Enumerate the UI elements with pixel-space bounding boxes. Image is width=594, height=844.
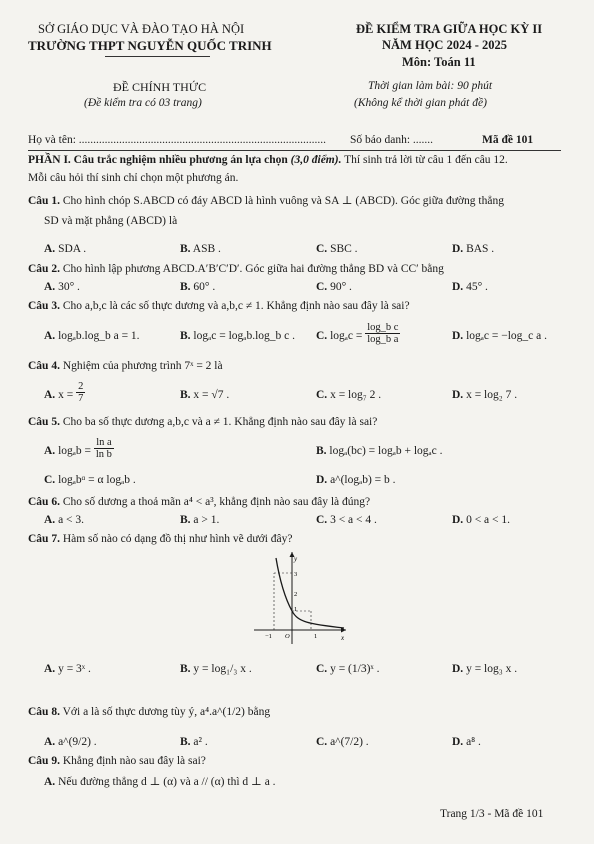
question-5: Câu 5. Cho ba số thực dương a,b,c và a ≠ 1. Khẳng định nào sau đây là sai? [28,416,378,428]
tick-label-3: 3 [294,571,298,578]
official-label: ĐỀ CHÍNH THỨC [113,80,207,94]
q5-option-c: C. logₐbᵅ = α logₐb . [44,474,136,486]
school-underline [105,56,210,57]
q4-option-a: A. x = $\frac{2}{7}$ [44,381,84,404]
school-year: NĂM HỌC 2024 - 2025 [382,38,507,52]
question-1-line2: SD và mặt phẳng (ABCD) là [44,215,178,227]
q7-option-d: D. y = log₃ x . [452,663,518,675]
q9-option-a: A. Nếu đường thẳng d ⊥ (α) và a // (α) thì d ⊥ a . [44,776,276,788]
q5-option-a: A. logₐb = $\frac{\text{ln a}}{\text{ln b}}$ [44,437,112,460]
q8-option-b: B. a² . [180,736,208,748]
q4-option-d: D. x = log₂ 7 . [452,389,518,401]
q3-option-b: B. logₐc = logₐb.log_b c . [180,330,295,342]
q2-option-c: C. 90° . [316,281,352,293]
x-axis-label: x [341,634,345,642]
question-4: Câu 4. Nghiệm của phương trình 7ˣ = 2 là [28,360,223,372]
exam-code: Mã đề 101 [482,134,534,146]
q5-option-d: D. a^(logₐb) = b . [316,474,396,486]
question-7: Câu 7. Hàm số nào có dạng đồ thị như hình vẽ dưới đây? [28,533,293,545]
question-1: Câu 1. Cho hình chóp S.ABCD có đáy ABCD là hình vuông và SA ⊥ (ABCD). Góc giữa đường thẳng [28,195,504,207]
origin-label: O [285,633,290,640]
q3-option-c: C. logₐc = $\frac{\text{log\_b c}}{\text{log\_b a}}$ [316,322,399,345]
function-curve [276,558,344,628]
pages-note: (Đề kiểm tra có 03 trang) [84,97,202,109]
student-id-field: Số báo danh: ....... [350,134,434,146]
q2-option-a: A. 30° . [44,281,80,293]
tick-label-minus1: −1 [265,633,272,640]
q1-option-b: B. ASB . [180,243,221,255]
q8-option-a: A. a^(9/2) . [44,736,97,748]
tick-label-x1: 1 [314,633,318,640]
tick-label-2: 2 [294,591,298,598]
q2-option-d: D. 45° . [452,281,488,293]
department-name: SỞ GIÁO DỤC VÀ ĐÀO TẠO HÀ NỘI [38,22,245,36]
q1-option-c: C. SBC . [316,243,358,255]
q7-option-b: B. y = log₁/₃ x . [180,663,252,675]
part1-heading: PHẦN I. Câu trắc nghiệm nhiều phương án lựa chọn (3,0 điểm). Thí sinh trả lời từ câu 1 đến câu 12. [28,154,508,166]
question-9: Câu 9. Khẳng định nào sau đây là sai? [28,755,206,767]
q5-option-b: B. logₐ(bc) = logₐb + logₐc . [316,445,443,457]
q1-option-d: D. BAS . [452,243,495,255]
question-3: Câu 3. Cho a,b,c là các số thực dương và a,b,c ≠ 1. Khẳng định nào sau đây là sai? [28,300,410,312]
tick-label-1: 1 [294,606,298,613]
exponential-graph [250,548,350,648]
q7-option-a: A. y = 3ˣ . [44,663,91,675]
q6-option-d: D. 0 < a < 1. [452,514,511,526]
header-divider [28,150,561,151]
q7-option-c: C. y = (1/3)ˣ . [316,663,380,675]
exam-title: ĐỀ KIỂM TRA GIỮA HỌC KỲ II [356,22,543,36]
student-name-field: Họ và tên: ...................................................................................... [28,134,327,146]
question-2: Câu 2. Cho hình lập phương ABCD.A′B′C′D′. Góc giữa hai đường thẳng BD và CC′ bằng [28,263,444,275]
school-name: TRƯỜNG THPT NGUYỄN QUỐC TRINH [28,38,272,53]
q2-option-b: B. 60° . [180,281,216,293]
duration-note: (Không kể thời gian phát đề) [354,97,487,109]
q4-option-b: B. x = √7 . [180,389,230,401]
q6-option-b: B. a > 1. [180,514,220,526]
q8-option-c: C. a^(7/2) . [316,736,369,748]
subject: Môn: Toán 11 [402,55,476,69]
q6-option-a: A. a < 3. [44,514,85,526]
y-axis-label: y [294,555,298,563]
q3-option-a: A. logₐb.log_b a = 1. [44,330,140,342]
q4-option-c: C. x = log₇ 2 . [316,389,382,401]
q1-option-a: A. SDA . [44,243,87,255]
q8-option-d: D. a⁸ . [452,736,481,748]
part1-instruction: Mỗi câu hỏi thí sinh chỉ chọn một phương án. [28,172,239,184]
q6-option-c: C. 3 < a < 4 . [316,514,377,526]
exam-duration: Thời gian làm bài: 90 phút [368,80,493,92]
q3-option-d: D. logₐc = −log_c a . [452,330,548,342]
question-8: Câu 8. Với a là số thực dương tùy ý, a⁴.a^(1/2) bằng [28,706,271,718]
page-footer: Trang 1/3 - Mã đề 101 [440,808,544,820]
question-6: Câu 6. Cho số dương a thoả mãn a⁴ < a³, khẳng định nào sau đây là đúng? [28,496,371,508]
